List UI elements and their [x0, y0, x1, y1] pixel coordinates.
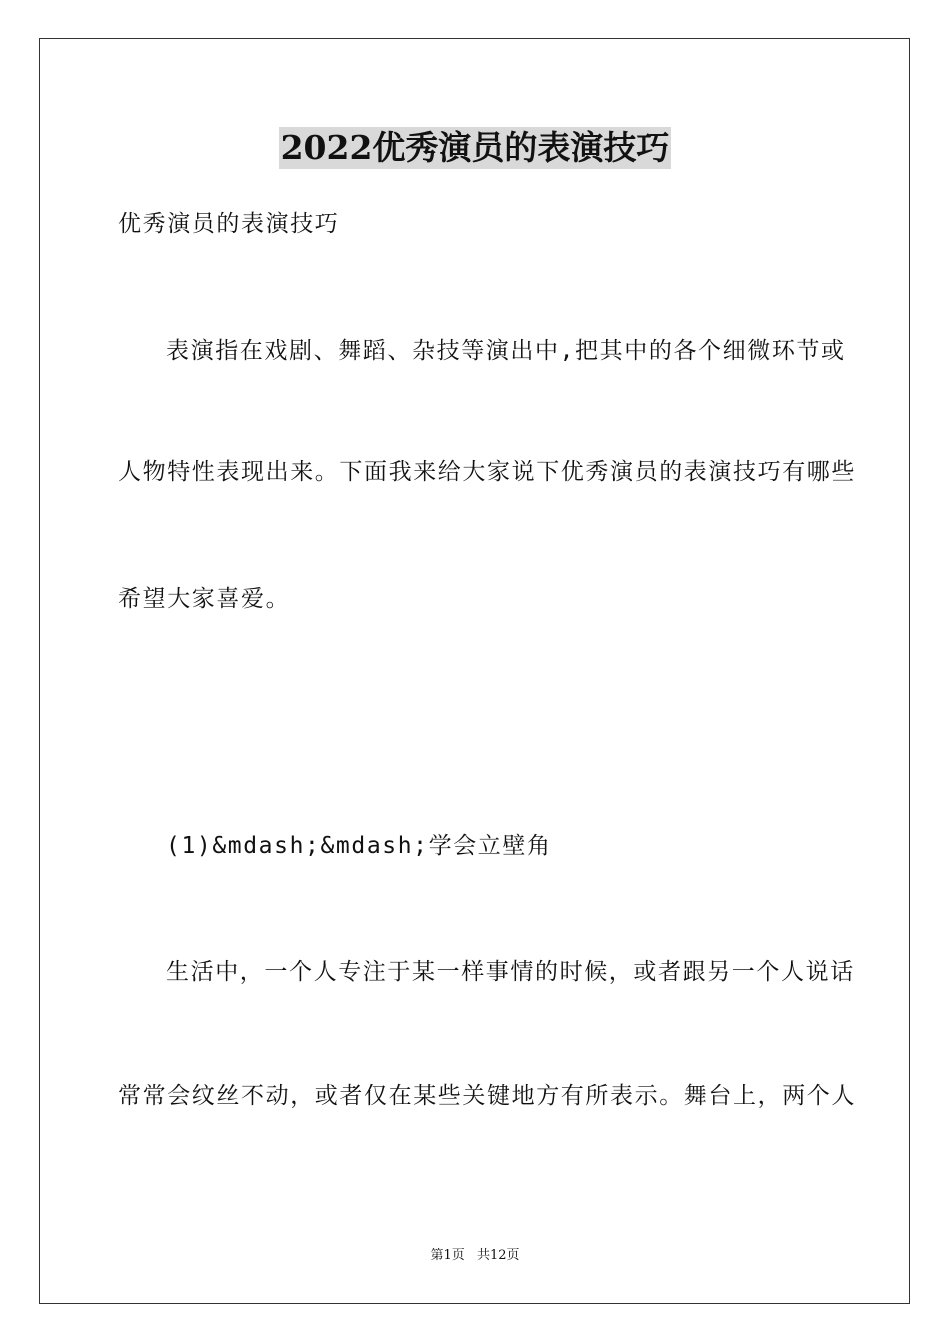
title-container: [0, 127, 950, 169]
page-number: 第1页: [430, 1248, 465, 1263]
document-subtitle: 优秀演员的表演技巧: [118, 211, 340, 237]
paragraph-line: 希望大家喜爱。: [118, 586, 291, 612]
page-total: 共12页: [476, 1248, 520, 1263]
paragraph-line: 常常会纹丝不动，或者仅在某些关键地方有所表示。舞台上，两个人: [118, 1083, 856, 1109]
paragraph-line: 生活中，一个人专注于某一样事情的时候，或者跟另一个人说话: [166, 959, 855, 985]
document-title: 2022优秀演员的表演技巧: [280, 128, 670, 167]
page-footer: [0, 1247, 950, 1265]
paragraph-line: 人物特性表现出来。下面我来给大家说下优秀演员的表演技巧有哪些: [118, 459, 856, 485]
section-heading: (1)&mdash;&mdash;学会立壁角: [166, 833, 552, 859]
paragraph-line: 表演指在戏剧、舞蹈、杂技等演出中,把其中的各个细微环节或: [166, 338, 846, 364]
